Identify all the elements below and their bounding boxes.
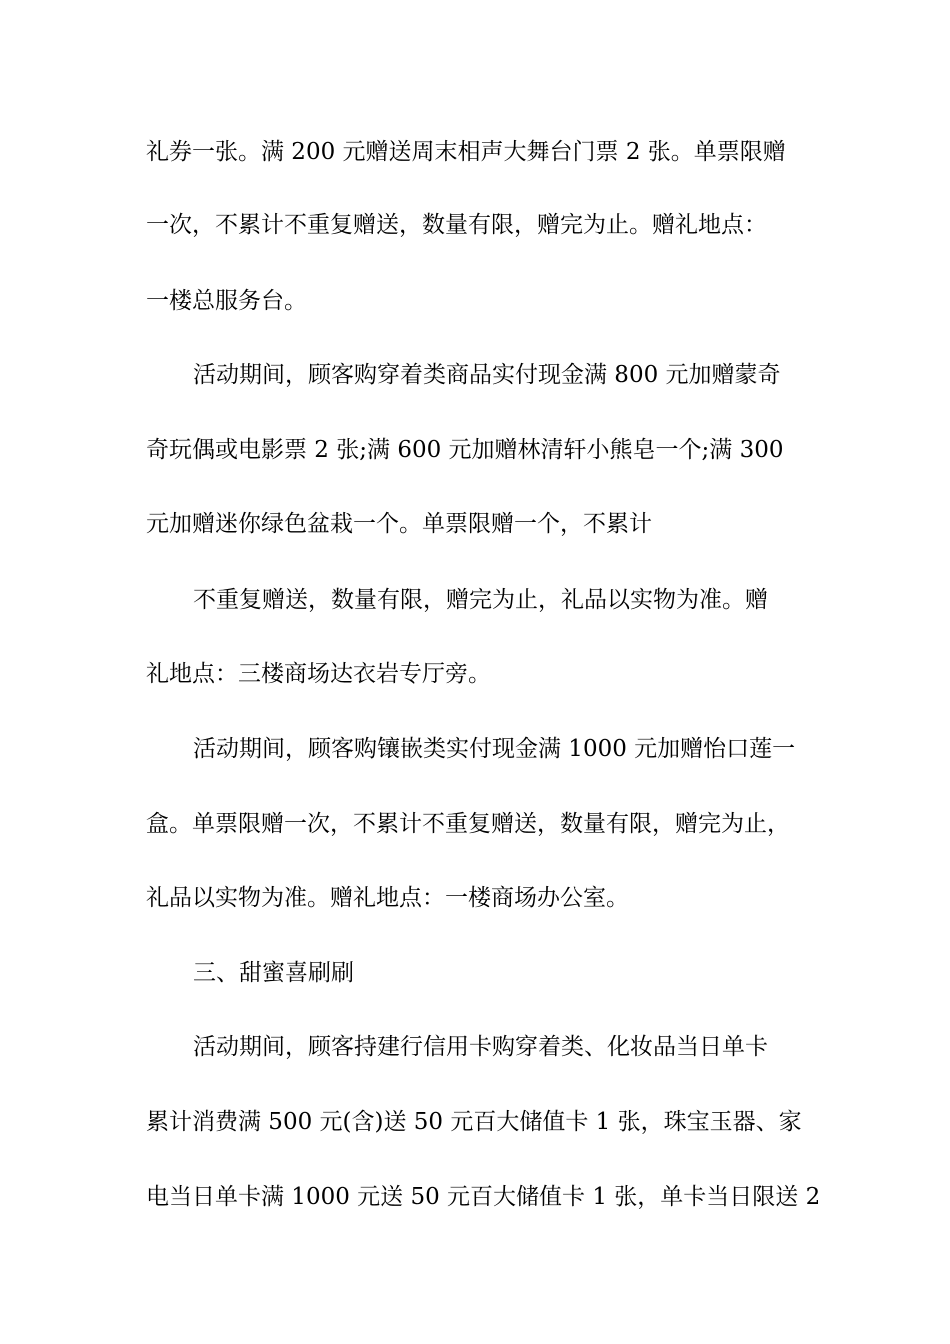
text-line: 礼券一张。满 200 元赠送周末相声大舞台门票 2 张。单票限赠 [146, 139, 786, 165]
text-line: 一楼总服务台。 [146, 288, 307, 314]
paragraph-start-line: 不重复赠送，数量有限，赠完为止，礼品以实物为准。赠 [193, 587, 768, 613]
paragraph-start-line: 活动期间，顾客持建行信用卡购穿着类、化妆品当日单卡 [193, 1034, 768, 1060]
text-line: 礼地点：三楼商场达衣岩专厅旁。 [146, 661, 491, 687]
paragraph-start-line: 活动期间，顾客购穿着类商品实付现金满 800 元加赠蒙奇 [193, 362, 781, 388]
text-line: 礼品以实物为准。赠礼地点：一楼商场办公室。 [146, 885, 629, 911]
text-line: 奇玩偶或电影票 2 张;满 600 元加赠林清轩小熊皂一个;满 300 [146, 437, 784, 463]
text-line: 一次，不累计不重复赠送，数量有限，赠完为止。赠礼地点： [146, 212, 767, 238]
text-line: 电当日单卡满 1000 元送 50 元百大储值卡 1 张，单卡当日限送 2 [146, 1184, 821, 1210]
paragraph-start-line: 活动期间，顾客购镶嵌类实付现金满 1000 元加赠怡口莲一 [193, 736, 796, 762]
section-heading: 三、甜蜜喜刷刷 [193, 960, 354, 986]
text-line: 盒。单票限赠一次，不累计不重复赠送，数量有限，赠完为止， [146, 811, 790, 837]
text-line: 元加赠迷你绿色盆栽一个。单票限赠一个，不累计 [146, 511, 652, 537]
text-line: 累计消费满 500 元(含)送 50 元百大储值卡 1 张，珠宝玉器、家 [146, 1109, 802, 1135]
